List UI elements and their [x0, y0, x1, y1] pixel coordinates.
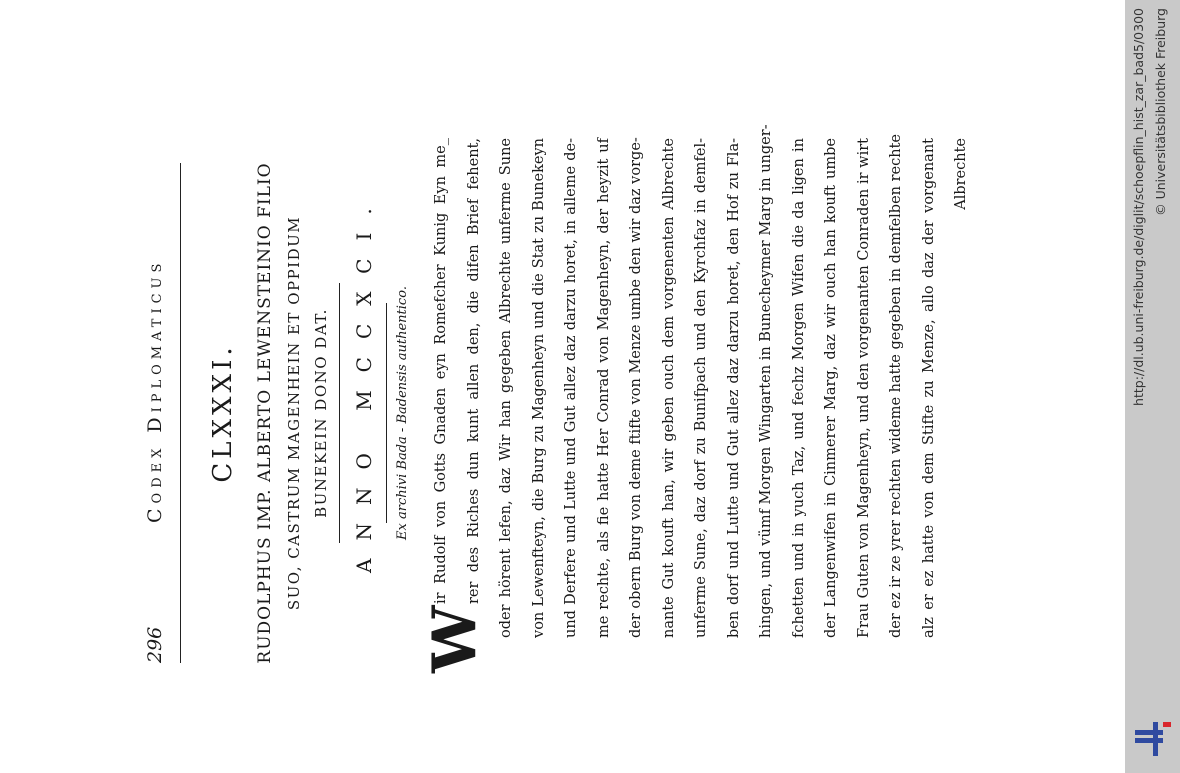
text-line: me rechte, als fie hatte Her Conrad von Magenheyn, der heyzit uf: [595, 138, 612, 638]
running-header: [144, 183, 184, 663]
source-note: Ex archivi Bada - Badensis authentico.: [395, 286, 410, 540]
text-line: der obern Burg von deme ftifte von Menze umbe den wir daz vorge-: [628, 137, 644, 638]
logo-bar-blue-3: [1153, 722, 1158, 756]
title-line-1: RUDOLPHUS IMP. ALBERTO LEWENSTEINIO FILIO: [255, 162, 275, 664]
text-line: rer des Riches dun kunt allen den, die difen Brief fehent,: [465, 138, 482, 604]
text-line: alz er ez hatte von dem Stifte zu Menze, allo daz der vorgenant: [920, 138, 937, 638]
drop-cap: W: [420, 605, 490, 673]
text-line: fchetten und in yuch Taz, und fechz Morgen Wifen die da ligen in: [790, 138, 807, 638]
text-line: von Lewenfteyn, die Burg zu Magenheyn und die Stat zu Bunekeyn: [530, 138, 547, 638]
year: ANNO MCCXCI.: [352, 190, 376, 573]
header-rule: [180, 163, 181, 663]
text-line: ir Rudolf von Gotts Gnaden eyn Romefcher Kunig Eyn me_: [433, 138, 449, 604]
title-line-3: BUNEKEIN DONO DAT.: [312, 308, 330, 518]
logo-bar-blue-1: [1135, 730, 1163, 735]
text-line: der ez ir ze yrer rechten wideme hatte gegeben in demfelben rechte: [888, 133, 904, 638]
text-line: ben dorf und Lutte und Gut allez daz darzu horet, den Hof zu Fla-: [725, 138, 742, 638]
document-number: CLXXXI.: [208, 343, 238, 483]
running-title: Codex Diplomaticus: [144, 258, 166, 523]
text-line: der Langenwifen in Cinmerer Marg, daz wir ouch han kouft umbe: [823, 138, 839, 638]
text-line: Frau Guten von Magenheyn, und den vorgenanten Conraden ir wirt: [855, 138, 872, 638]
sidebar-text: [1125, 0, 1180, 773]
source-url[interactable]: http://dl.ub.uni-freiburg.de/diglit/schoepflin_hist_zar_bad5/0300: [1131, 8, 1146, 406]
logo-bar-red: [1163, 722, 1171, 727]
text-line: und Derfere und Lutte und Gut allez daz darzu horet, in alleme de-: [563, 138, 579, 638]
page-number: 296: [144, 626, 166, 663]
library-logo-icon: [1133, 720, 1175, 760]
title-line-2: SUO, CASTRUM MAGENHEIN ET OPPIDUM: [285, 215, 303, 611]
text-line: oder hörent lefen, daz Wir han gegeben Albrechte unferme Sune: [498, 138, 514, 638]
text-line: Albrechte: [953, 138, 969, 210]
logo-bar-blue-2: [1135, 738, 1163, 743]
copyright-notice: © Universitätsbibliothek Freiburg: [1153, 8, 1168, 216]
charter-text: [425, 124, 978, 638]
text-line: unferme Sune, daz dorf zu Bunifpach und den Kyrchfaz in demfel-: [693, 138, 709, 638]
library-sidebar: [1125, 0, 1180, 773]
year-rule-top: [339, 283, 340, 543]
text-line: hingen, und vümf Morgen Wingarten in Bunecheymer Marg in unger-: [758, 124, 774, 638]
text-line: nante Gut kouft han, wir geben ouch dem vorgenenten Albrechte: [660, 138, 677, 638]
year-rule-bottom: [386, 303, 387, 523]
